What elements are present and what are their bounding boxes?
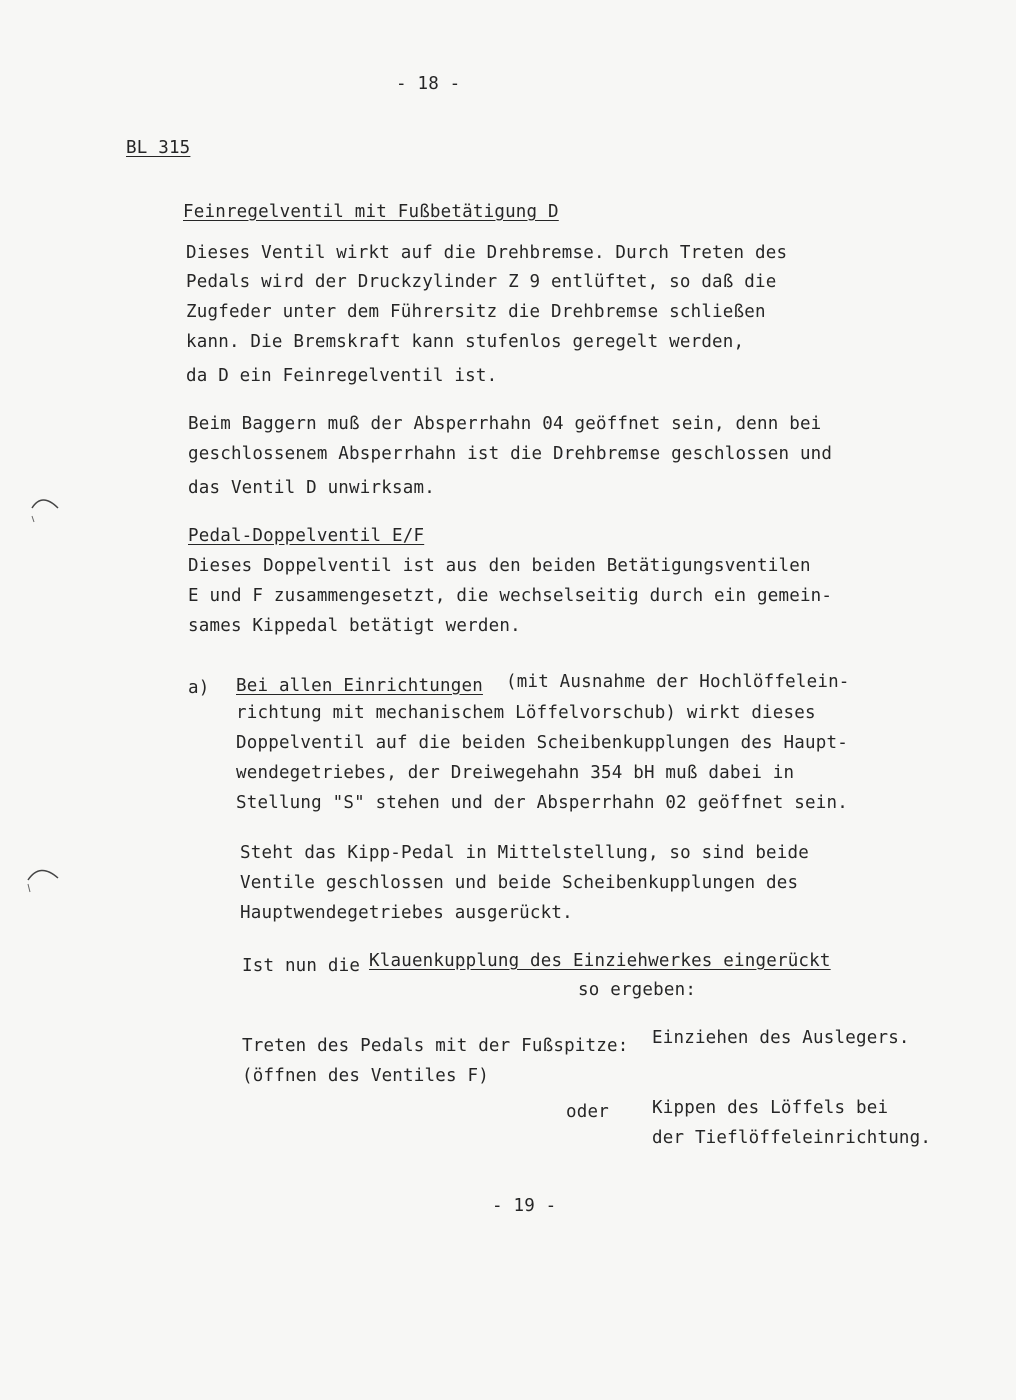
page-number-top: - 18 - — [396, 74, 461, 94]
action-right: Einziehen des Auslegers. — [652, 1028, 910, 1048]
text-line: Ventile geschlossen und beide Scheibenkupplungen des — [240, 873, 799, 893]
text-line: Pedals wird der Druckzylinder Z 9 entlüftet, so daß die — [186, 272, 777, 292]
text-line: Dieses Ventil wirkt auf die Drehbremse. Durch Treten des — [186, 243, 788, 263]
section-heading-feinregelventil: Feinregelventil mit Fußbetätigung D — [183, 202, 559, 222]
text-line: sames Kippedal betätigt werden. — [188, 616, 521, 636]
action-right: der Tieflöffeleinrichtung. — [652, 1128, 932, 1148]
action-left: (öffnen des Ventiles F) — [242, 1066, 489, 1086]
text-line: Dieses Doppelventil ist aus den beiden Betätigungsventilen — [188, 556, 811, 576]
binder-hole-mark-top — [28, 492, 68, 532]
text-line: Doppelventil auf die beiden Scheibenkupplungen des Haupt- — [236, 733, 848, 753]
or-word: oder — [566, 1102, 609, 1122]
text-line: Hauptwendegetriebes ausgerückt. — [240, 903, 573, 923]
binder-hole-mark-bottom — [22, 860, 62, 900]
action-left: Treten des Pedals mit der Fußspitze: — [242, 1036, 629, 1056]
text-line: Steht das Kipp-Pedal in Mittelstellung, so sind beide — [240, 843, 810, 863]
clutch-condition: Klauenkupplung des Einziehwerkes eingerückt — [369, 951, 831, 971]
text-line: Ist nun die — [242, 956, 361, 976]
text-line: so ergeben: — [578, 980, 697, 1000]
text-line: richtung mit mechanischem Löffelvorschub) wirkt dieses — [236, 703, 816, 723]
action-right: Kippen des Löffels bei — [652, 1098, 889, 1118]
text-line: geschlossenem Absperrhahn ist die Drehbremse geschlossen und — [188, 444, 833, 464]
text-line: das Ventil D unwirksam. — [188, 478, 435, 498]
text-line: Beim Baggern muß der Absperrhahn 04 geöffnet sein, denn bei — [188, 414, 822, 434]
list-item-lead: Bei allen Einrichtungen — [236, 676, 483, 696]
text-line: (mit Ausnahme der Hochlöffelein- — [506, 672, 850, 692]
list-marker-a: a) — [188, 678, 210, 698]
text-line: wendegetriebes, der Dreiwegehahn 354 bH muß dabei in — [236, 763, 795, 783]
reference-code: BL 315 — [126, 138, 191, 158]
text-line: E und F zusammengesetzt, die wechselseitig durch ein gemein- — [188, 586, 833, 606]
text-line: da D ein Feinregelventil ist. — [186, 366, 498, 386]
text-line: Zugfeder unter dem Führersitz die Drehbremse schließen — [186, 302, 766, 322]
page-number-bottom: - 19 - — [492, 1196, 557, 1216]
text-line: kann. Die Bremskraft kann stufenlos geregelt werden, — [186, 332, 745, 352]
text-line: Stellung "S" stehen und der Absperrhahn 02 geöffnet sein. — [236, 793, 848, 813]
section-heading-pedal-doppelventil: Pedal-Doppelventil E/F — [188, 526, 425, 546]
